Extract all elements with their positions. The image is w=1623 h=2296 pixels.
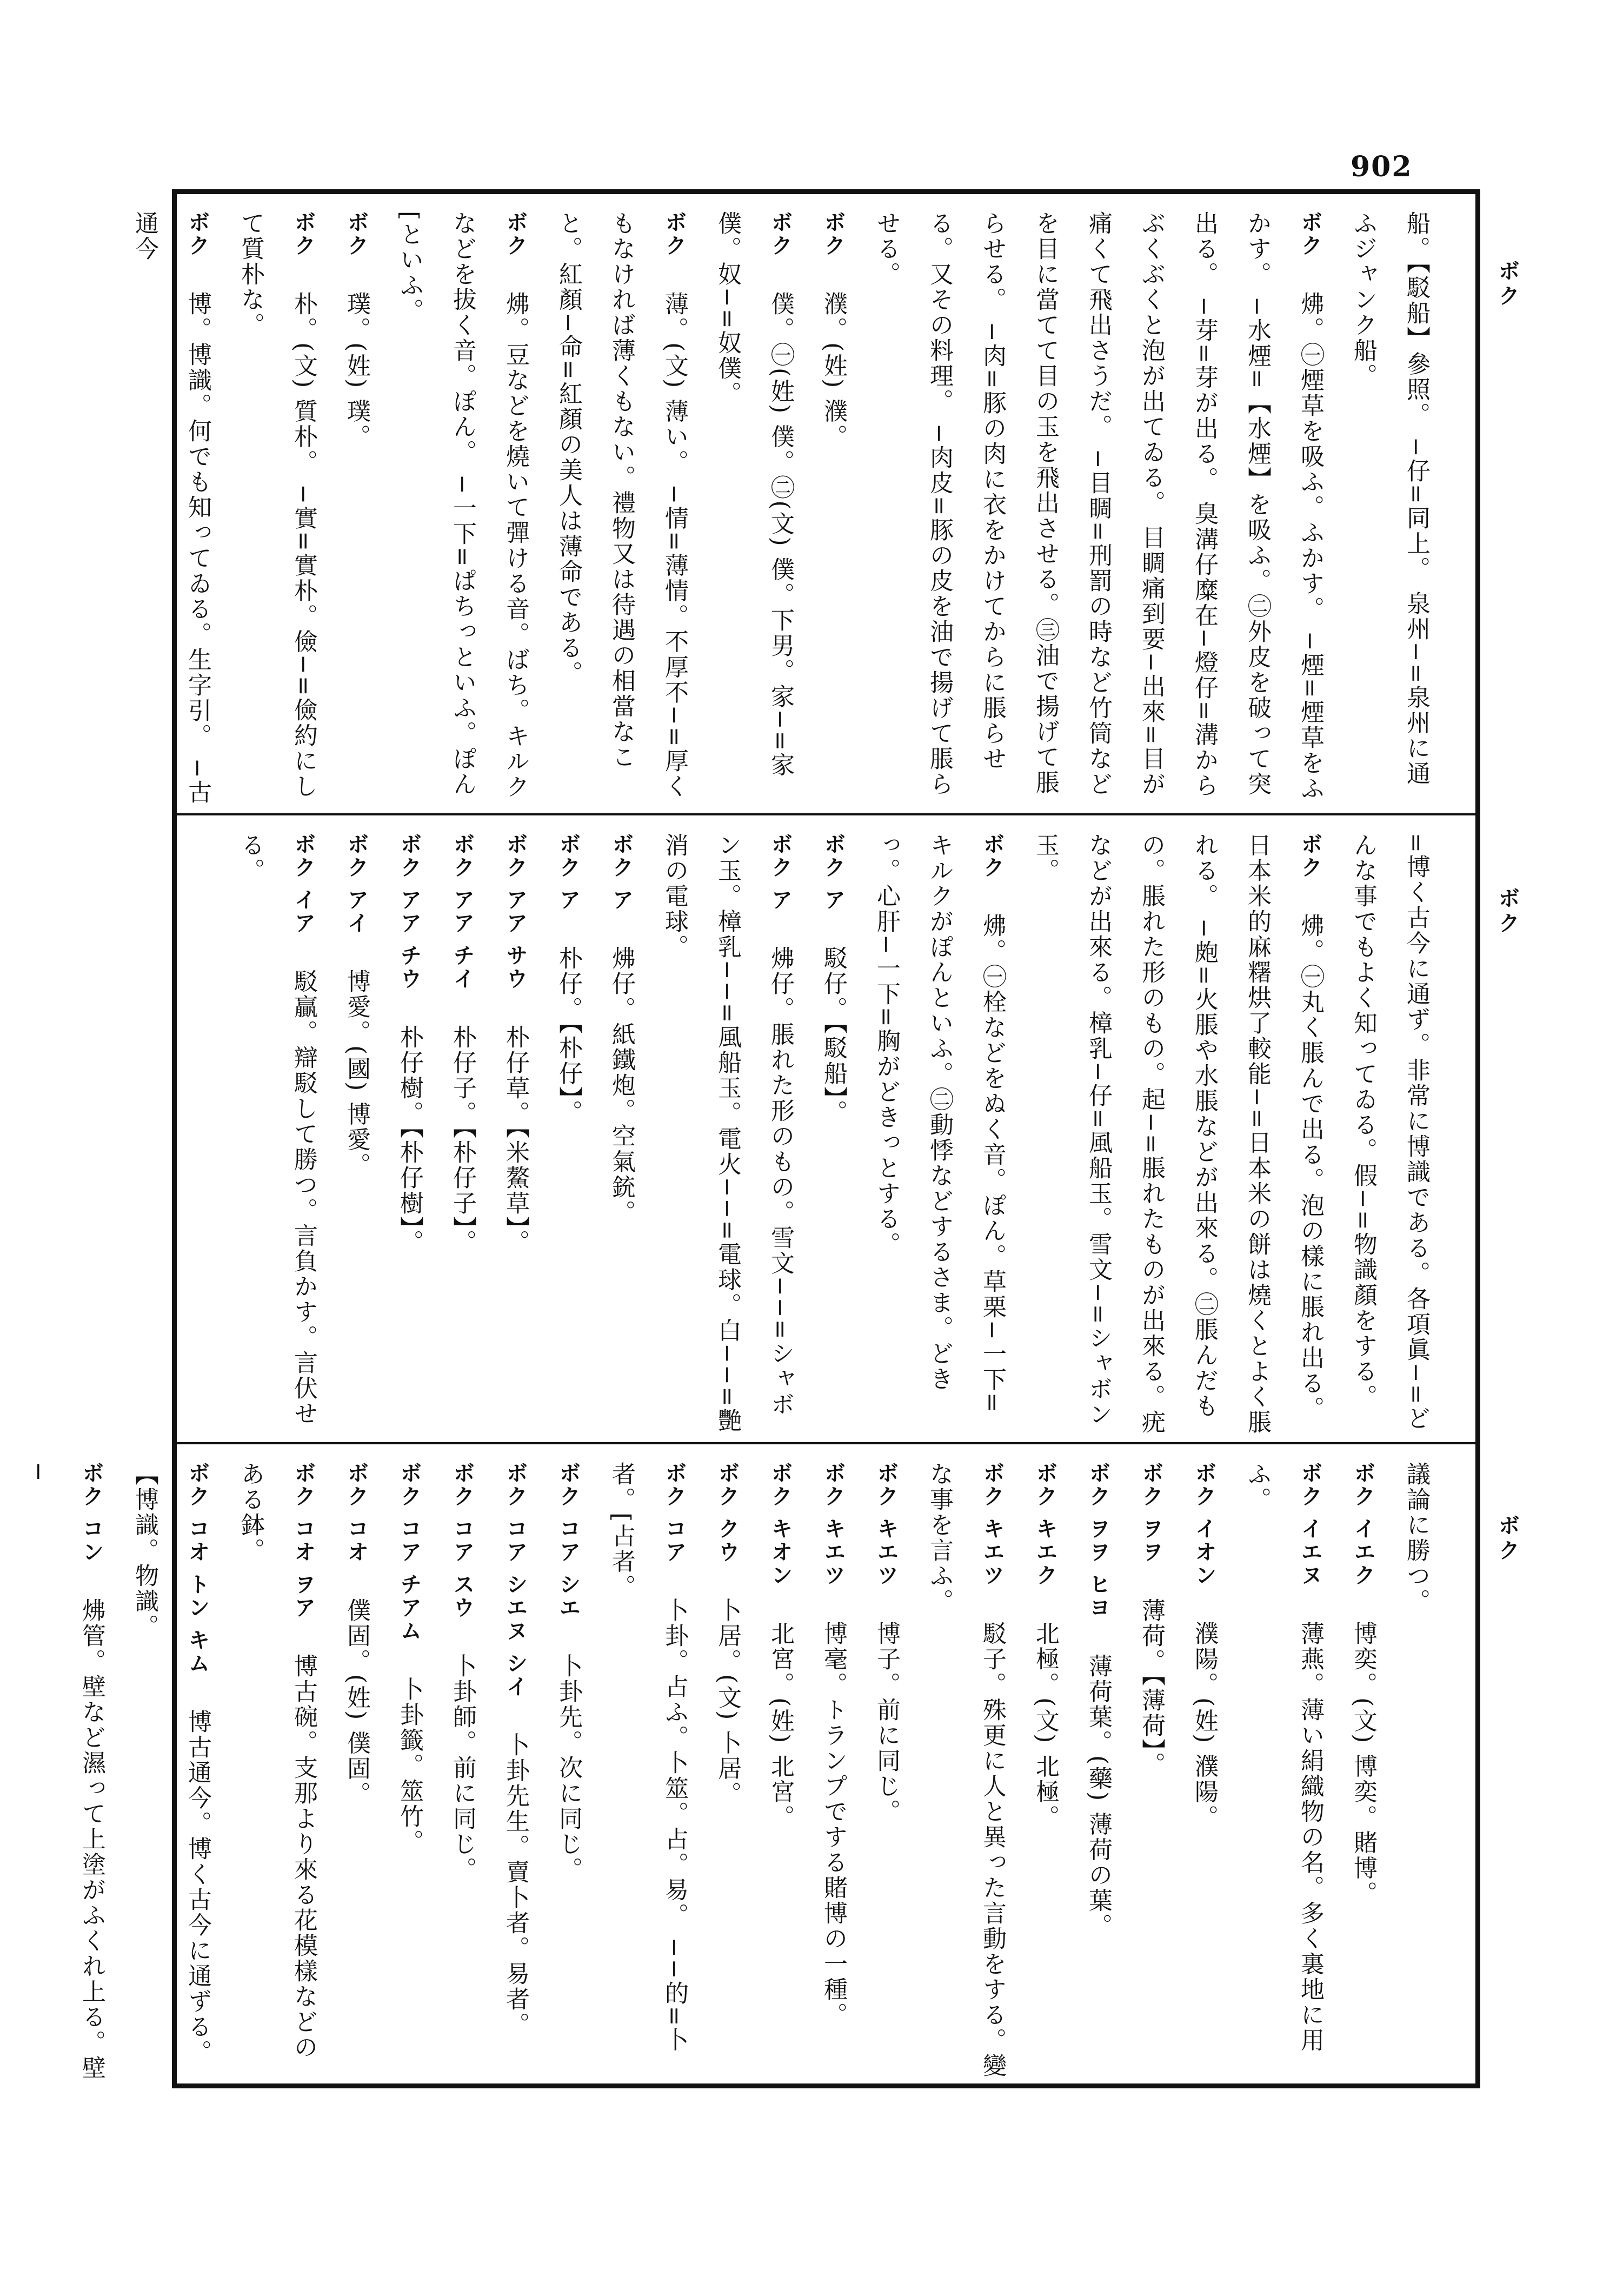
entry-headword-kana: ボク アア サウ [503,833,528,991]
entry-definition: 薄荷。【薄荷】。 [1138,1597,1165,1777]
entry-headword-kana: ボク コン [79,1462,104,1564]
section-divider [172,813,1480,815]
dictionary-entry [701,1462,754,2082]
dictionary-entry [542,833,595,1438]
entry-definition: 博愛。(國) 博愛。 [343,968,370,1178]
dictionary-entry [330,833,383,1438]
dictionary-entry [224,211,330,809]
dictionary-entry [118,1462,224,2082]
entry-headword-kana: ボク キエツ [980,1462,1005,1587]
entry-headword-kana: ボク [344,211,369,257]
dictionary-entry [224,833,330,1438]
margin-index-kana: ボク [1495,1514,1520,1564]
dictionary-entry [807,211,860,809]
entry-definition: 博毫。トランプでする賭博の一種。 [820,1621,847,2028]
entry-headword-kana: ボク ヲヲ [1139,1462,1163,1564]
entry-headword-kana: ボク キエツ [874,1462,899,1587]
entry-headword-kana: ボク [1298,211,1322,257]
dictionary-entry [595,1462,701,2082]
entry-definition: 僕固。(姓) 僕固。 [343,1597,370,1807]
section-columns [178,818,1474,1438]
entry-headword-kana: ボク [291,211,316,257]
entry-definition: 卜卦師。前に同じ。 [449,1653,476,1882]
entry-headword-kana: ボク ヲヲ ヒヨ [1086,1462,1110,1620]
entry-definition: 卜卦先。次に同じ。 [555,1653,582,1882]
entry-headword-kana: ボク コオ [344,1462,369,1564]
dictionary-entry [648,833,807,1438]
dictionary-entry [754,1462,807,2082]
dictionary-entry [383,1462,436,2082]
dictionary-entry [383,211,542,809]
dictionary-entry [489,1462,542,2082]
entry-definition: 博古碗。支那より來る花模樣などのある鉢。 [237,1462,317,2060]
entry-headword-kana: ボク ア [768,833,793,912]
dictionary-entry [383,833,436,1438]
entry-definition: 北極。(文) 北極。 [1032,1621,1059,1830]
entry-definition: 卜卦。占ふ。卜筮。占。易。 −−的=卜者。[占者。 [608,1462,688,2053]
entry-definition: 駁仔。【駁船】。 [820,945,847,1125]
entry-headword-kana: ボク クウ [715,1462,740,1564]
entry-headword-kana: ボク コア シエヌ シイ [503,1462,528,1698]
dictionary-entry [1019,1462,1072,2082]
entry-definition: 卜卦先生。賣卜者。易者。 [502,1732,529,2038]
entry-headword-kana: ボク アア チイ [450,833,475,991]
entry-definition: 議論に勝つ。 [1402,1462,1430,1614]
entry-headword-kana: ボク アア チウ [397,833,422,991]
entry-headword-kana: ボク ア [609,833,634,912]
entry-definition: 朴仔樹。【朴仔樹】。 [396,1024,423,1255]
entry-headword-kana: ボク [768,211,793,257]
dictionary-entry [542,1462,595,2082]
entry-definition: 濮。(姓) 濮。 [820,291,847,450]
entry-headword-kana: ボク キエツ [821,1462,846,1587]
entry-definition: 朴仔子。【朴仔子】。 [449,1024,476,1255]
entry-definition: 博古通今。博く古今に通ずる。【博識。物識。 [131,1462,211,2065]
entry-definition: 薄燕。薄い絹織物の名。多く裏地に用ふ。 [1243,1462,1324,2053]
dictionary-entry [860,1462,913,2082]
dictionary-section-bottom [25,1446,1474,2082]
dictionary-entry [1072,1462,1125,2082]
dictionary-entry [1336,833,1442,1438]
dictionary-entry [913,1462,1019,2082]
entry-definition: 博子。前に同じ。 [873,1621,900,1824]
dictionary-entry [1336,211,1442,809]
entry-definition: 炥。㊀栓などをぬく音。ぽん。草栗−一下=キルクがぽんといふ。㊁動悸などするさま。どきっ。心肝−一下=胸がどきっとする。 [873,833,1006,1414]
dictionary-entry [1389,1462,1442,2082]
entry-headword-kana: ボク イオン [1192,1462,1216,1587]
dictionary-entry [1336,1462,1389,2082]
entry-definition: 朴。(文) 質朴。 −實=實朴。儉−=儉約にして質朴な。 [237,211,317,799]
section-columns [131,196,1474,809]
entry-definition: 炥。㊀丸く脹んで出る。泡の樣に脹れ出る。日本米的麻糬烘了較能−=日本米の餅は燒くとよく脹れる。 −皰=火脹や水脹などが出來る。㊁脹んだもの。脹れた形のもの。起−=脹れたものが出來る。疣などが出來る。樟乳−仔=風船玉。雪文−=シャボン玉。 [1032,833,1324,1435]
dictionary-entry [542,211,701,809]
dictionary-entry [1019,833,1336,1438]
entry-definition: =博く古今に通ず。非常に博識である。各項眞−=どんな事でもよく知ってゐる。假−=物識顏をする。 [1349,833,1430,1431]
entry-headword-kana: ボク コア チアム [397,1462,422,1643]
entry-definition: 炥。豆などを燒いて彈ける音。ばち。キルクなどを拔く音。ぽん。 −一下=ぱちっといふ。ぽん[といふ。 [396,211,529,800]
margin-index-kana: ボク [1495,887,1520,937]
dictionary-entry [330,1462,383,2082]
margin-index-kana: ボク [1495,260,1520,309]
dictionary-section-middle [178,818,1474,1438]
entry-headword-kana: ボク [662,211,687,257]
entry-definition: 船。【駁船】參照。 −仔=同上。 泉州−=泉州に通ふジャンク船。 [1349,211,1430,787]
entry-headword-kana: ボク ア [821,833,846,912]
entry-definition: 駁贏。辯駁して勝つ。言負かす。言伏せる。 [237,833,317,1426]
entry-definition: 博。博識。何でも知ってゐる。生字引。 −古通今 [131,211,211,805]
entry-headword-kana: ボク コオ トン キム [185,1462,210,1675]
entry-headword-kana: ボク [821,211,846,257]
entry-headword-kana: ボク イア [291,833,316,935]
entry-definition: 僕。㊀(姓) 僕。㊁(文) 僕。下男。家−=家僕。奴−=奴僕。 [714,211,794,778]
entry-definition: 炥。㊀煙草を吸ふ。ふかす。 −煙=煙草をふかす。 −水煙=【水煙】を吸ふ。㊁外皮を破って突出る。 −芽=芽が出る。 臭溝仔糜在−燈仔=溝からぶくぶくと泡が出てゐる。 目睭痛到要−出來=目が痛くて飛出さうだ。 −目睭=刑罰の時など竹筒などを目に當てて目の玉を飛出させる。㊂油で揚げて脹らせる。 −肉=豚の肉に衣をかけてからに脹らせる。又その料理。 −肉皮=豚の皮を油で揚げて脹らせる。 [873,211,1324,801]
entry-definition: 卜卦籤。筮竹。 [396,1676,423,1855]
dictionary-entry [489,833,542,1438]
entry-definition: 炥仔。脹れた形のもの。雪文−−=シャボン玉。樟乳−−=風船玉。電火−−=電球。白−−=艷消の電球。 [661,833,794,1434]
dictionary-entry [1125,1462,1178,2082]
entry-headword-kana: ボク イエク [1351,1462,1375,1587]
dictionary-entry [595,833,648,1438]
entry-headword-kana: ボク [1298,833,1322,879]
entry-definition: 炥仔。紙鐵炮。空氣銃。 [608,945,635,1225]
entry-definition: 璞。(姓) 璞。 [343,291,370,450]
dictionary-entry [1230,1462,1336,2082]
dictionary-entry [436,1462,489,2082]
section-columns [25,1446,1474,2082]
dictionary-entry [224,1462,330,2082]
dictionary-section-top [131,196,1474,809]
entry-definition: 濮陽。(姓) 濮陽。 [1190,1621,1218,1830]
entry-definition: 博奕。(文) 博奕。賭博。 [1349,1621,1377,1907]
entry-headword-kana: ボク コア [662,1462,687,1564]
entry-headword-kana: ボク コア シエ [556,1462,581,1620]
dictionary-entry [1178,1462,1230,2082]
dictionary-entry [807,833,860,1438]
section-divider [172,1442,1480,1444]
dictionary-entry [807,1462,860,2082]
entry-definition: 卜居。(文) 卜居。 [714,1597,741,1807]
page-number: 902 [1351,150,1413,183]
dictionary-entry [860,833,1019,1438]
dictionary-entry [12,1462,118,2082]
entry-headword-kana: ボク イエヌ [1298,1462,1322,1587]
entry-definition: 駁子。殊更に人と異った言動をする。變な事を言ふ。 [926,1462,1006,2079]
entry-definition: 朴仔草。【米鰲草】。 [502,1024,529,1255]
dictionary-entry [701,211,807,809]
dictionary-entry [860,211,1336,809]
dictionary-entry [436,833,489,1438]
entry-headword-kana: ボク コア スウ [450,1462,475,1620]
entry-definition: 北宮。(姓) 北宮。 [767,1621,794,1830]
entry-headword-kana: ボク [185,211,210,257]
entry-definition: 薄荷葉。(藥) 薄荷の葉。 [1085,1653,1112,1939]
entry-definition: 朴仔。【朴仔】。 [555,945,582,1125]
entry-headword-kana: ボク ア [556,833,581,912]
entry-headword-kana: ボク [503,211,528,257]
entry-definition: 薄。(文) 薄い。 −情=薄情。不厚不−=厚くもなければ薄くもない。禮物又は待遇の相當なこと。紅顏−命=紅顏の美人は薄命である。 [555,211,688,799]
dictionary-entry [330,211,383,809]
entry-headword-kana: ボク アイ [344,833,369,935]
entry-definition: 炥管。壁など濕って上塗がふくれ上る。壁− [25,1462,105,2081]
dictionary-entry [118,211,224,809]
entry-headword-kana: ボク キオン [768,1462,793,1587]
entry-headword-kana: ボク コオ ヲア [291,1462,316,1620]
entry-headword-kana: ボク キエク [1033,1462,1057,1587]
entry-headword-kana: ボク [980,833,1005,879]
